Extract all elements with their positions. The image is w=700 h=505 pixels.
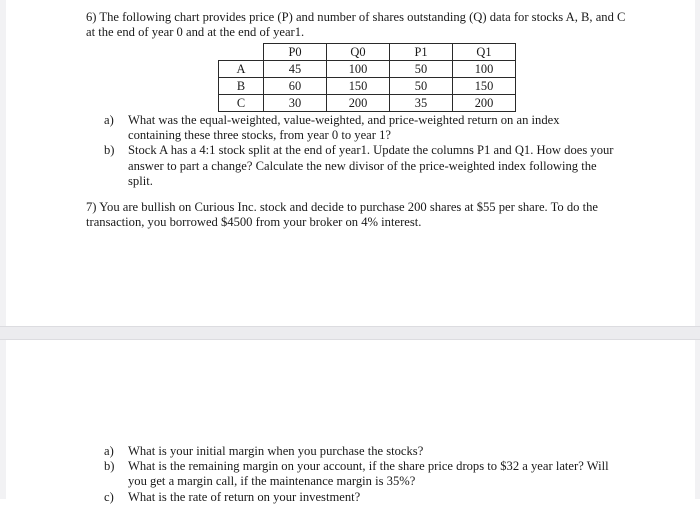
cell-b-p0: 60	[264, 78, 327, 95]
question-6-number: 6)	[86, 10, 97, 24]
cell-c-p1: 35	[390, 95, 453, 112]
table-header-q1: Q1	[453, 44, 516, 61]
cell-a-p1: 50	[390, 61, 453, 78]
question-6-parts	[104, 113, 614, 189]
page-sheet-break	[0, 326, 700, 340]
cell-b-q0: 150	[327, 78, 390, 95]
list-item	[104, 444, 624, 459]
part-text-7c: What is the rate of return on your investment?	[128, 489, 361, 504]
cell-a-p0: 45	[264, 61, 327, 78]
cell-a-q0: 100	[327, 61, 390, 78]
cell-c-p0: 30	[264, 95, 327, 112]
table-row-label-b: B	[219, 78, 264, 95]
list-item	[104, 113, 614, 143]
part-text-7a: What is your initial margin when you purchase the stocks?	[128, 444, 424, 458]
question-7-number: 7)	[86, 200, 97, 214]
part-marker-7a: a)	[104, 444, 114, 458]
table-row	[219, 78, 516, 95]
part-text-7b: What is the remaining margin on your account, if the share price drops to $32 a year later? Will you get a margin call, if the maintenance margin is 35%?	[128, 459, 609, 489]
cell-c-q1: 200	[453, 95, 516, 112]
part-marker-6a: a)	[104, 113, 114, 127]
part-marker-7c: c)	[104, 489, 114, 504]
table-row-label-c: C	[219, 95, 264, 112]
part-text-6b: Stock A has a 4:1 stock split at the end of year1. Update the columns P1 and Q1. How does your answer to part a change? Calculate the new divisor of the price-weighted index following the split.	[128, 143, 614, 188]
cell-b-p1: 50	[390, 78, 453, 95]
table-row	[219, 61, 516, 78]
table-header-p0: P0	[264, 44, 327, 61]
table-row-label-a: A	[219, 61, 264, 78]
list-item	[104, 459, 624, 489]
question-6-intro	[86, 10, 626, 40]
question-7-text: You are bullish on Curious Inc. stock and decide to purchase 200 shares at $55 per share. To do the transaction, you borrowed $4500 from your broker on 4% interest.	[86, 200, 598, 230]
part-marker-6b: b)	[104, 143, 115, 158]
part-text-6a: What was the equal-weighted, value-weighted, and price-weighted return on an index containing these three stocks, from year 0 to year 1?	[128, 113, 560, 143]
part-marker-7b: b)	[104, 459, 115, 474]
page-gutter-right	[695, 0, 700, 499]
page-gutter-left	[0, 0, 6, 499]
sheet-break-line-bottom	[0, 339, 700, 340]
table-row	[219, 95, 516, 112]
question-7-parts	[104, 444, 624, 505]
stock-data-table	[218, 43, 516, 112]
cell-c-q0: 200	[327, 95, 390, 112]
sheet-break-line-top	[0, 326, 700, 327]
table-header-p1: P1	[390, 44, 453, 61]
table-corner-cell	[219, 44, 264, 61]
list-item	[104, 143, 614, 189]
question-7-intro	[86, 200, 626, 230]
cell-a-q1: 100	[453, 61, 516, 78]
list-item	[104, 490, 624, 505]
table-header-q0: Q0	[327, 44, 390, 61]
cell-b-q1: 150	[453, 78, 516, 95]
question-6-text: The following chart provides price (P) and number of shares outstanding (Q) data for stocks A, B, and C at the end of year 0 and at the end of year1.	[86, 10, 626, 40]
table-header-row	[219, 44, 516, 61]
